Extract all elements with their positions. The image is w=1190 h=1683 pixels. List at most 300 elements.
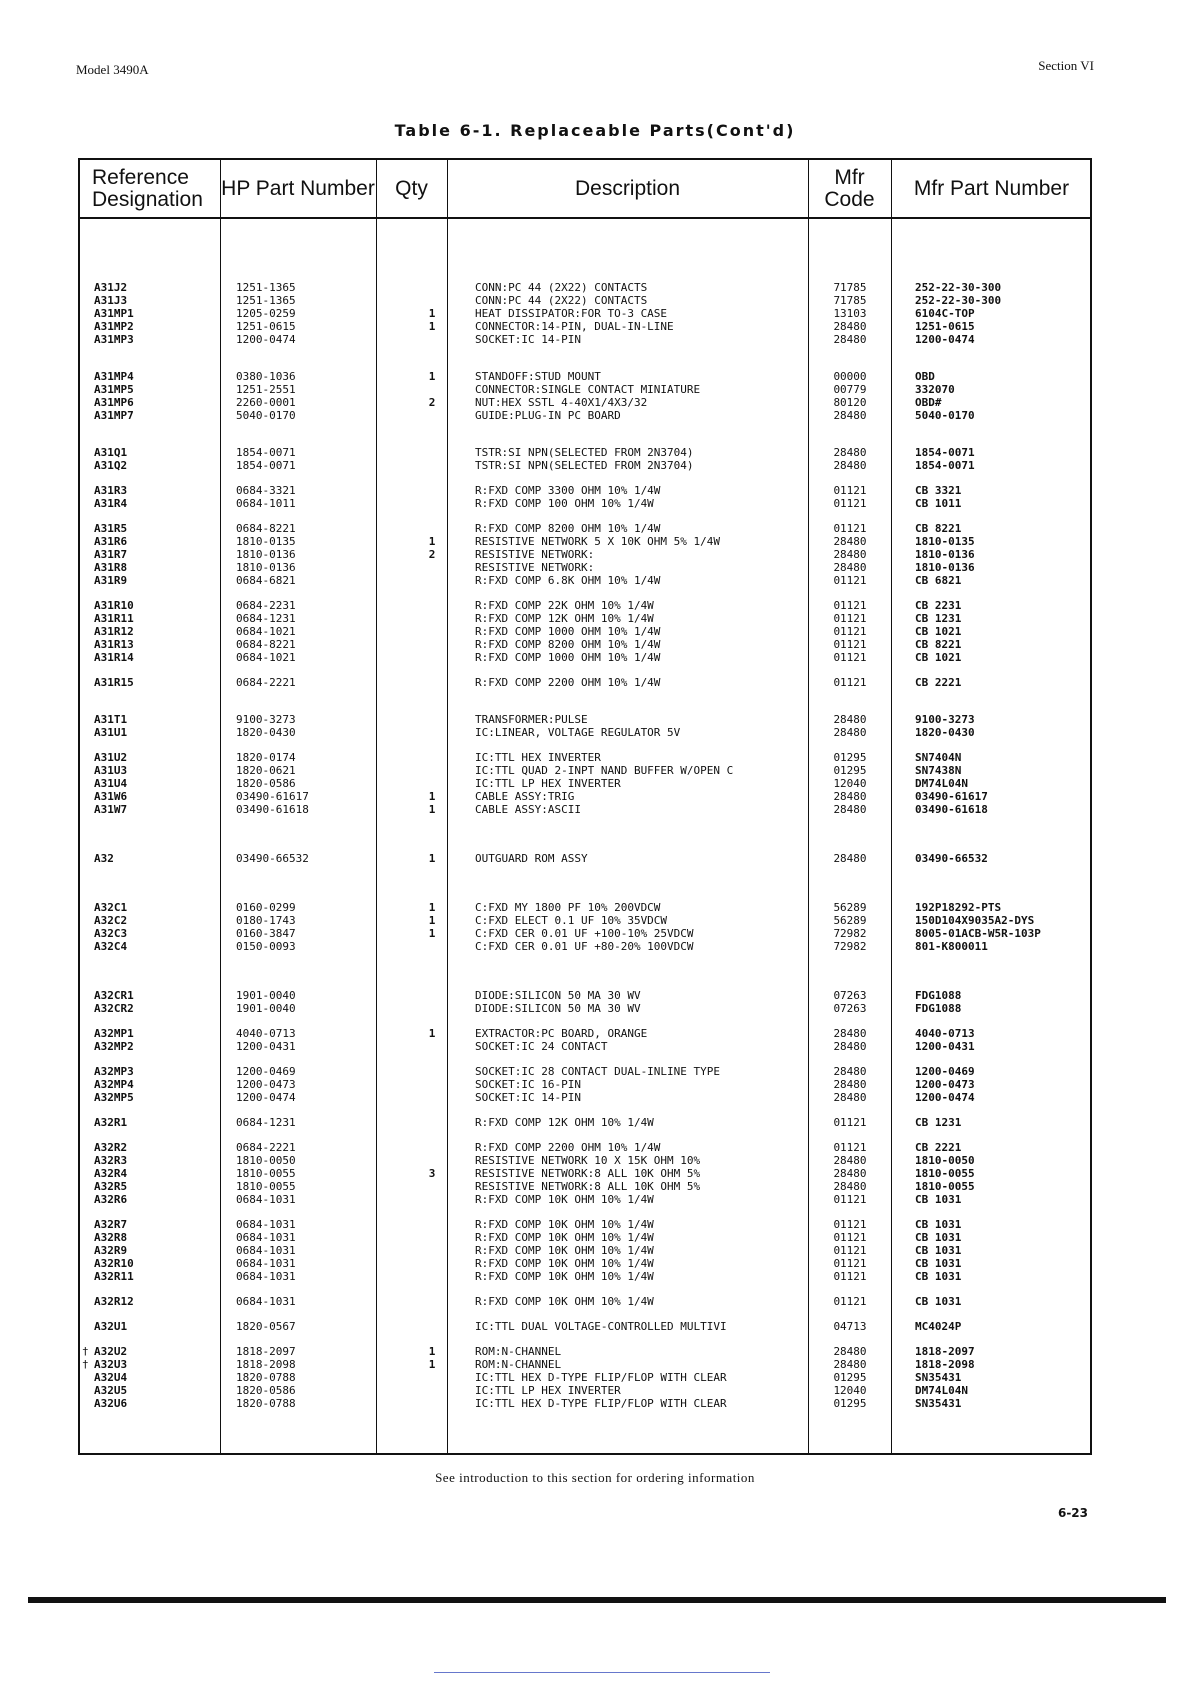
hp-part-number: 1820-0174 <box>236 751 296 764</box>
table-row <box>80 1028 1090 1040</box>
hp-part-number: 0684-1031 <box>236 1244 296 1257</box>
hp-part-number: 1200-0474 <box>236 333 296 346</box>
mfr-code: 12040 <box>833 1384 867 1397</box>
description: EXTRACTOR:PC BOARD, ORANGE <box>475 1027 648 1040</box>
hp-part-number: 1251-0615 <box>236 320 296 333</box>
mfr-code: 71785 <box>833 281 867 294</box>
mfr-code: 01121 <box>833 1295 867 1308</box>
reference-designation: A31MP2 <box>94 320 134 333</box>
reference-designation: A32MP2 <box>94 1040 134 1053</box>
description: RESISTIVE NETWORK 5 X 10K OHM 5% 1/4W <box>475 535 721 548</box>
hp-part-number: 0684-1031 <box>236 1231 296 1244</box>
quantity: 1 <box>428 1027 436 1040</box>
table-row <box>80 1296 1090 1308</box>
description: C:FXD CER 0.01 UF +80-20% 100VDCW <box>475 940 694 953</box>
table-row <box>80 1245 1090 1257</box>
mfr-code: 07263 <box>833 1002 867 1015</box>
reference-designation: A32CR2 <box>94 1002 134 1015</box>
description: RESISTIVE NETWORK:8 ALL 10K OHM 5% <box>475 1180 701 1193</box>
table-row <box>80 1041 1090 1053</box>
reference-designation: A32C1 <box>94 901 128 914</box>
mfr-part-number: FDG1088 <box>915 1002 962 1015</box>
hp-part-number: 0684-1231 <box>236 1116 296 1129</box>
table-row <box>80 600 1090 612</box>
description: DIODE:SILICON 50 MA 30 WV <box>475 1002 641 1015</box>
hp-part-number: 0684-1031 <box>236 1270 296 1283</box>
table-row <box>80 727 1090 739</box>
table-row <box>80 562 1090 574</box>
mfr-code: 01121 <box>833 484 867 497</box>
mfr-part-number: 150D104X9035A2-DYS <box>915 914 1035 927</box>
table-row <box>80 575 1090 587</box>
hp-part-number: 1200-0474 <box>236 1091 296 1104</box>
hp-part-number: 0684-1231 <box>236 612 296 625</box>
mfr-part-number: CB 1021 <box>915 625 962 638</box>
description: R:FXD COMP 8200 OHM 10% 1/4W <box>475 638 661 651</box>
mfr-part-number: OBD <box>915 370 935 383</box>
table-row <box>80 639 1090 651</box>
table-row <box>80 1117 1090 1129</box>
bottom-rule <box>28 1597 1166 1603</box>
description: C:FXD ELECT 0.1 UF 10% 35VDCW <box>475 914 668 927</box>
description: CABLE ASSY:TRIG <box>475 790 575 803</box>
mfr-part-number: SN35431 <box>915 1371 962 1384</box>
parts-table <box>78 158 1092 1455</box>
mfr-part-number: CB 1231 <box>915 612 962 625</box>
reference-designation: A32R7 <box>94 1218 128 1231</box>
mfr-part-number: 1810-0050 <box>915 1154 975 1167</box>
mfr-part-number: CB 2221 <box>915 1141 962 1154</box>
hp-part-number: 1200-0473 <box>236 1078 296 1091</box>
mfr-code: 01121 <box>833 612 867 625</box>
hp-part-number: 1901-0040 <box>236 989 296 1002</box>
mfr-part-number: SN7438N <box>915 764 962 777</box>
table-row <box>80 1079 1090 1091</box>
description: IC:TTL QUAD 2-INPT NAND BUFFER W/OPEN C <box>475 764 734 777</box>
hp-part-number: 1810-0136 <box>236 548 296 561</box>
table-row <box>80 1168 1090 1180</box>
description: SOCKET:IC 24 CONTACT <box>475 1040 608 1053</box>
hp-part-number: 0160-0299 <box>236 901 296 914</box>
description: IC:TTL LP HEX INVERTER <box>475 1384 621 1397</box>
description: RESISTIVE NETWORK 10 X 15K OHM 10% <box>475 1154 701 1167</box>
table-row <box>80 1321 1090 1333</box>
hp-part-number: 0684-1031 <box>236 1218 296 1231</box>
hp-part-number: 1820-0788 <box>236 1397 296 1410</box>
reference-designation: A31R7 <box>94 548 128 561</box>
quantity: 2 <box>428 548 436 561</box>
reference-designation: A31MP6 <box>94 396 134 409</box>
table-row <box>80 410 1090 422</box>
description: R:FXD COMP 10K OHM 10% 1/4W <box>475 1193 654 1206</box>
reference-designation: A31MP7 <box>94 409 134 422</box>
mfr-part-number: 6104C-TOP <box>915 307 975 320</box>
reference-designation: A31R4 <box>94 497 128 510</box>
mfr-part-number: 9100-3273 <box>915 713 975 726</box>
table-row <box>80 1003 1090 1015</box>
reference-designation: A32R10 <box>94 1257 134 1270</box>
description: TRANSFORMER:PULSE <box>475 713 588 726</box>
table-row <box>80 498 1090 510</box>
reference-designation: A32CR1 <box>94 989 134 1002</box>
description: IC:LINEAR, VOLTAGE REGULATOR 5V <box>475 726 681 739</box>
table-row <box>80 902 1090 914</box>
hp-part-number: 1810-0136 <box>236 561 296 574</box>
mfr-part-number: 252-22-30-300 <box>915 281 1002 294</box>
reference-designation: A31Q1 <box>94 446 128 459</box>
hp-part-number: 4040-0713 <box>236 1027 296 1040</box>
reference-designation: A32R9 <box>94 1244 128 1257</box>
reference-designation: A31MP3 <box>94 333 134 346</box>
quantity: 3 <box>428 1167 436 1180</box>
reference-designation: A32R5 <box>94 1180 128 1193</box>
hp-part-number: 0150-0093 <box>236 940 296 953</box>
hp-part-number: 1200-0469 <box>236 1065 296 1078</box>
reference-designation: A31R13 <box>94 638 134 651</box>
mfr-code: 56289 <box>833 901 867 914</box>
reference-designation: A31W6 <box>94 790 128 803</box>
description: IC:TTL LP HEX INVERTER <box>475 777 621 790</box>
hp-part-number: 0684-6821 <box>236 574 296 587</box>
table-row <box>80 536 1090 548</box>
mfr-code: 12040 <box>833 777 867 790</box>
quantity: 1 <box>428 901 436 914</box>
hp-part-number: 1205-0259 <box>236 307 296 320</box>
hp-part-number: 0380-1036 <box>236 370 296 383</box>
table-row <box>80 928 1090 940</box>
hp-part-number: 1818-2098 <box>236 1358 296 1371</box>
table-row <box>80 1155 1090 1167</box>
description: R:FXD COMP 10K OHM 10% 1/4W <box>475 1231 654 1244</box>
mfr-code: 28480 <box>833 1040 867 1053</box>
table-row <box>80 677 1090 689</box>
reference-designation: A31U2 <box>94 751 128 764</box>
mfr-part-number: 1251-0615 <box>915 320 975 333</box>
table-row <box>80 447 1090 459</box>
column-header-qty: Qty <box>395 176 428 200</box>
table-row <box>80 334 1090 346</box>
model-header: Model 3490A <box>76 62 149 77</box>
column-header-description: Description <box>574 176 681 200</box>
section-header: Section VI <box>1038 58 1094 73</box>
table-row <box>80 321 1090 333</box>
hp-part-number: 0684-2221 <box>236 1141 296 1154</box>
table-row <box>80 1359 1090 1371</box>
mfr-part-number: CB 1031 <box>915 1218 962 1231</box>
reference-designation: A32R4 <box>94 1167 128 1180</box>
mfr-code: 71785 <box>833 294 867 307</box>
description: HEAT DISSIPATOR:FOR TO-3 CASE <box>475 307 668 320</box>
description: OUTGUARD ROM ASSY <box>475 852 588 865</box>
reference-designation: A31R11 <box>94 612 134 625</box>
table-row <box>80 765 1090 777</box>
mfr-code: 28480 <box>833 790 867 803</box>
description: R:FXD COMP 100 OHM 10% 1/4W <box>475 497 654 510</box>
mfr-part-number: CB 1021 <box>915 651 962 664</box>
mfr-part-number: 03490-61617 <box>915 790 988 803</box>
description: R:FXD COMP 1000 OHM 10% 1/4W <box>475 625 661 638</box>
description: SOCKET:IC 16-PIN <box>475 1078 581 1091</box>
table-row <box>80 1398 1090 1410</box>
reference-designation: A32MP1 <box>94 1027 134 1040</box>
hp-part-number: 1820-0586 <box>236 1384 296 1397</box>
table-row <box>80 1219 1090 1231</box>
description: TSTR:SI NPN(SELECTED FROM 2N3704) <box>475 446 694 459</box>
mfr-code: 28480 <box>833 1065 867 1078</box>
mfr-code: 28480 <box>833 1167 867 1180</box>
reference-designation: A31W7 <box>94 803 128 816</box>
hp-part-number: 1820-0621 <box>236 764 296 777</box>
mfr-part-number: CB 1031 <box>915 1257 962 1270</box>
mfr-code: 28480 <box>833 852 867 865</box>
quantity: 1 <box>428 370 436 383</box>
hp-part-number: 1820-0788 <box>236 1371 296 1384</box>
table-row <box>80 1092 1090 1104</box>
reference-designation: A32R6 <box>94 1193 128 1206</box>
reference-designation: A32MP3 <box>94 1065 134 1078</box>
table-row <box>80 1181 1090 1193</box>
mfr-part-number: 1810-0055 <box>915 1180 975 1193</box>
description: IC:TTL DUAL VOLTAGE-CONTROLLED MULTIVI <box>475 1320 727 1333</box>
mfr-part-number: 1810-0136 <box>915 561 975 574</box>
mfr-part-number: 192P18292-PTS <box>915 901 1002 914</box>
hp-part-number: 2260-0001 <box>236 396 296 409</box>
description: R:FXD COMP 10K OHM 10% 1/4W <box>475 1257 654 1270</box>
description: SOCKET:IC 14-PIN <box>475 333 581 346</box>
mfr-code: 28480 <box>833 446 867 459</box>
description: R:FXD COMP 8200 OHM 10% 1/4W <box>475 522 661 535</box>
hp-part-number: 0684-2221 <box>236 676 296 689</box>
mfr-part-number: CB 8221 <box>915 522 962 535</box>
mfr-code: 28480 <box>833 803 867 816</box>
table-row <box>80 990 1090 1002</box>
description: NUT:HEX SSTL 4-40X1/4X3/32 <box>475 396 648 409</box>
mfr-code: 28480 <box>833 409 867 422</box>
mfr-code: 01121 <box>833 1193 867 1206</box>
description: RESISTIVE NETWORK: <box>475 561 595 574</box>
reference-designation: A31J2 <box>94 281 128 294</box>
mfr-code: 28480 <box>833 1154 867 1167</box>
mfr-code: 00779 <box>833 383 867 396</box>
reference-designation: A32MP5 <box>94 1091 134 1104</box>
description: R:FXD COMP 22K OHM 10% 1/4W <box>475 599 654 612</box>
reference-designation: A31T1 <box>94 713 128 726</box>
table-row <box>80 1142 1090 1154</box>
reference-designation: A31R6 <box>94 535 128 548</box>
hp-part-number: 03490-66532 <box>236 852 309 865</box>
description: R:FXD COMP 10K OHM 10% 1/4W <box>475 1270 654 1283</box>
mfr-code: 28480 <box>833 320 867 333</box>
reference-designation: A32U2 <box>94 1345 128 1358</box>
mfr-code: 28480 <box>833 459 867 472</box>
column-header-mfr-part-number: Mfr Part Number <box>913 176 1070 200</box>
reference-designation: A32U4 <box>94 1371 128 1384</box>
mfr-part-number: CB 3321 <box>915 484 962 497</box>
description: CONNECTOR:14-PIN, DUAL-IN-LINE <box>475 320 674 333</box>
table-row <box>80 1385 1090 1397</box>
mfr-code: 28480 <box>833 726 867 739</box>
table-row <box>80 523 1090 535</box>
reference-designation: A31Q2 <box>94 459 128 472</box>
hp-part-number: 03490-61617 <box>236 790 309 803</box>
reference-designation: A31R14 <box>94 651 134 664</box>
mfr-code: 07263 <box>833 989 867 1002</box>
reference-designation: A32R1 <box>94 1116 128 1129</box>
table-row <box>80 485 1090 497</box>
mfr-part-number: DM74L04N <box>915 777 968 790</box>
description: C:FXD MY 1800 PF 10% 200VDCW <box>475 901 661 914</box>
mfr-code: 01121 <box>833 625 867 638</box>
mfr-code: 28480 <box>833 561 867 574</box>
description: RESISTIVE NETWORK: <box>475 548 595 561</box>
mfr-part-number: 03490-61618 <box>915 803 988 816</box>
hp-part-number: 1901-0040 <box>236 1002 296 1015</box>
mfr-code: 01121 <box>833 638 867 651</box>
table-row <box>80 1258 1090 1270</box>
reference-designation: A31R3 <box>94 484 128 497</box>
hp-part-number: 0684-1031 <box>236 1295 296 1308</box>
mfr-part-number: SN35431 <box>915 1397 962 1410</box>
table-row <box>80 1271 1090 1283</box>
column-header-hp-part-number: HP Part Number <box>221 176 375 200</box>
table-title: Table 6-1. Replaceable Parts(Cont'd) <box>394 121 796 140</box>
mfr-code: 01121 <box>833 1270 867 1283</box>
mfr-part-number: 252-22-30-300 <box>915 294 1002 307</box>
ordering-note: See introduction to this section for ordering information <box>435 1470 755 1485</box>
mfr-code: 01295 <box>833 764 867 777</box>
description: C:FXD CER 0.01 UF +100-10% 25VDCW <box>475 927 694 940</box>
hp-part-number: 0160-3847 <box>236 927 296 940</box>
description: TSTR:SI NPN(SELECTED FROM 2N3704) <box>475 459 694 472</box>
reference-designation: A32MP4 <box>94 1078 134 1091</box>
mfr-code: 28480 <box>833 333 867 346</box>
mfr-part-number: 1854-0071 <box>915 459 975 472</box>
mfr-code: 13103 <box>833 307 867 320</box>
hp-part-number: 0684-3321 <box>236 484 296 497</box>
reference-designation: A31U1 <box>94 726 128 739</box>
mfr-code: 28480 <box>833 535 867 548</box>
bottom-link-line <box>434 1672 770 1673</box>
table-row <box>80 295 1090 307</box>
reference-designation: A32C2 <box>94 914 128 927</box>
reference-designation: A32R3 <box>94 1154 128 1167</box>
description: SOCKET:IC 28 CONTACT DUAL-INLINE TYPE <box>475 1065 721 1078</box>
reference-designation: A32U5 <box>94 1384 128 1397</box>
reference-designation: A32R12 <box>94 1295 134 1308</box>
description: DIODE:SILICON 50 MA 30 WV <box>475 989 641 1002</box>
mfr-part-number: FDG1088 <box>915 989 962 1002</box>
table-row <box>80 714 1090 726</box>
mfr-code: 01121 <box>833 651 867 664</box>
hp-part-number: 1820-0586 <box>236 777 296 790</box>
quantity: 1 <box>428 914 436 927</box>
mfr-code: 72982 <box>833 940 867 953</box>
change-mark: † <box>82 1358 89 1371</box>
mfr-part-number: CB 8221 <box>915 638 962 651</box>
table-row <box>80 460 1090 472</box>
mfr-code: 28480 <box>833 548 867 561</box>
table-row <box>80 397 1090 409</box>
hp-part-number: 0684-2231 <box>236 599 296 612</box>
reference-designation: A32 <box>94 852 114 865</box>
description: CONN:PC 44 (2X22) CONTACTS <box>475 281 648 294</box>
mfr-part-number: 1200-0473 <box>915 1078 975 1091</box>
mfr-part-number: 1810-0136 <box>915 548 975 561</box>
table-row <box>80 778 1090 790</box>
description: R:FXD COMP 12K OHM 10% 1/4W <box>475 612 654 625</box>
description: CABLE ASSY:ASCII <box>475 803 581 816</box>
quantity: 1 <box>428 927 436 940</box>
hp-part-number: 1200-0431 <box>236 1040 296 1053</box>
description: R:FXD COMP 12K OHM 10% 1/4W <box>475 1116 654 1129</box>
description: R:FXD COMP 2200 OHM 10% 1/4W <box>475 676 661 689</box>
description: R:FXD COMP 6.8K OHM 10% 1/4W <box>475 574 661 587</box>
mfr-code: 01121 <box>833 1257 867 1270</box>
mfr-part-number: 1810-0055 <box>915 1167 975 1180</box>
mfr-code: 28480 <box>833 713 867 726</box>
table-row <box>80 752 1090 764</box>
mfr-code: 01121 <box>833 1244 867 1257</box>
hp-part-number: 1251-1365 <box>236 294 296 307</box>
table-row <box>80 652 1090 664</box>
hp-part-number: 1251-1365 <box>236 281 296 294</box>
description: R:FXD COMP 10K OHM 10% 1/4W <box>475 1295 654 1308</box>
mfr-code: 01121 <box>833 1218 867 1231</box>
reference-designation: A31R8 <box>94 561 128 574</box>
mfr-part-number: DM74L04N <box>915 1384 968 1397</box>
reference-designation: A32R11 <box>94 1270 134 1283</box>
mfr-code: 28480 <box>833 1027 867 1040</box>
mfr-code: 01121 <box>833 676 867 689</box>
mfr-code: 04713 <box>833 1320 867 1333</box>
mfr-part-number: CB 2231 <box>915 599 962 612</box>
table-row <box>80 626 1090 638</box>
quantity: 1 <box>428 790 436 803</box>
mfr-part-number: 1820-0430 <box>915 726 975 739</box>
description: CONNECTOR:SINGLE CONTACT MINIATURE <box>475 383 701 396</box>
table-body <box>80 160 1090 1453</box>
mfr-code: 01121 <box>833 497 867 510</box>
mfr-code: 01121 <box>833 599 867 612</box>
quantity: 1 <box>428 535 436 548</box>
mfr-part-number: 1200-0474 <box>915 333 975 346</box>
mfr-code: 28480 <box>833 1091 867 1104</box>
quantity: 1 <box>428 307 436 320</box>
mfr-part-number: 8005-01ACB-W5R-103P <box>915 927 1041 940</box>
mfr-part-number: OBD# <box>915 396 942 409</box>
table-row <box>80 853 1090 865</box>
table-row <box>80 1194 1090 1206</box>
mfr-code: 01121 <box>833 574 867 587</box>
reference-designation: A32U6 <box>94 1397 128 1410</box>
mfr-part-number: CB 2221 <box>915 676 962 689</box>
description: R:FXD COMP 1000 OHM 10% 1/4W <box>475 651 661 664</box>
mfr-part-number: 1810-0135 <box>915 535 975 548</box>
reference-designation: A32U1 <box>94 1320 128 1333</box>
reference-designation: A32R2 <box>94 1141 128 1154</box>
hp-part-number: 5040-0170 <box>236 409 296 422</box>
hp-part-number: 9100-3273 <box>236 713 296 726</box>
table-row <box>80 549 1090 561</box>
hp-part-number: 03490-61618 <box>236 803 309 816</box>
description: ROM:N-CHANNEL <box>475 1358 562 1371</box>
reference-designation: A32C4 <box>94 940 128 953</box>
mfr-part-number: CB 1031 <box>915 1270 962 1283</box>
table-row <box>80 941 1090 953</box>
mfr-part-number: 801-K800011 <box>915 940 988 953</box>
hp-part-number: 1820-0430 <box>236 726 296 739</box>
mfr-code: 01121 <box>833 522 867 535</box>
